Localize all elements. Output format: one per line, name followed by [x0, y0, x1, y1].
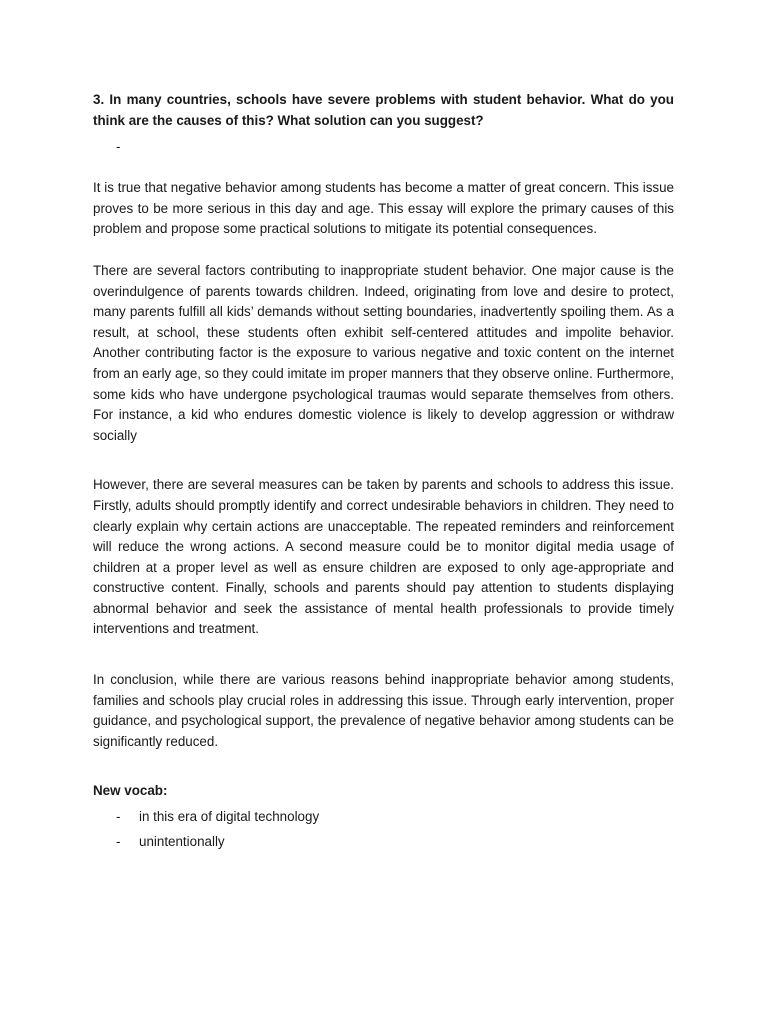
question-dash: -	[116, 139, 121, 155]
essay-question: 3. In many countries, schools have severe problems with student behavior. What do you think are the causes of this? What solution can you suggest?	[93, 92, 674, 128]
conclusion-paragraph: In conclusion, while there are various reasons behind inappropriate behavior among students, families and schools play crucial roles in addressing this issue. Through early intervention, proper guidance, and psychological support, the prevalence of negative behavior among students can be significantly reduced.	[93, 672, 674, 749]
vocab-bullet: -	[116, 834, 121, 850]
solutions-paragraph: However, there are several measures can be taken by parents and schools to address this issue. Firstly, adults should promptly identify and correct undesirable behaviors in children. They need to clearly explain why certain actions are unacceptable. The repeated reminders and reinforcement will reduce the wrong actions. A second measure could be to monitor digital media usage of children at a proper level as well as ensure children are exposed to only age-appropriate and constructive content. Finally, schools and parents should pay attention to students displaying abnormal behavior and seek the assistance of mental health professionals to provide timely interventions and treatment.	[93, 477, 674, 637]
vocab-list	[93, 807, 674, 857]
vocab-text: in this era of digital technology	[139, 809, 320, 825]
vocab-text: unintentionally	[139, 834, 225, 850]
vocab-item	[93, 832, 674, 857]
intro-paragraph: It is true that negative behavior among students has become a matter of great concern. This issue proves to be more serious in this day and age. This essay will explore the primary causes of this problem and propose some practical solutions to mitigate its potential consequences.	[93, 180, 674, 237]
vocab-item	[93, 807, 674, 832]
vocab-heading: New vocab:	[93, 783, 168, 799]
document-page	[93, 90, 674, 857]
vocab-bullet: -	[116, 809, 121, 825]
causes-paragraph: There are several factors contributing to inappropriate student behavior. One major cause is the overindulgence of parents towards children. Indeed, originating from love and desire to protect, many parents fulfill all kids’ demands without setting boundaries, inadvertently spoiling them. As a result, at school, these students often exhibit self-centered attitudes and impolite behavior. Another contributing factor is the exposure to various negative and toxic content on the internet from an early age, so they could imitate im proper manners that they observe online. Furthermore, some kids who have undergone psychological traumas would separate themselves from others. For instance, a kid who endures domestic violence is likely to develop aggression or withdraw socially	[93, 262, 674, 443]
